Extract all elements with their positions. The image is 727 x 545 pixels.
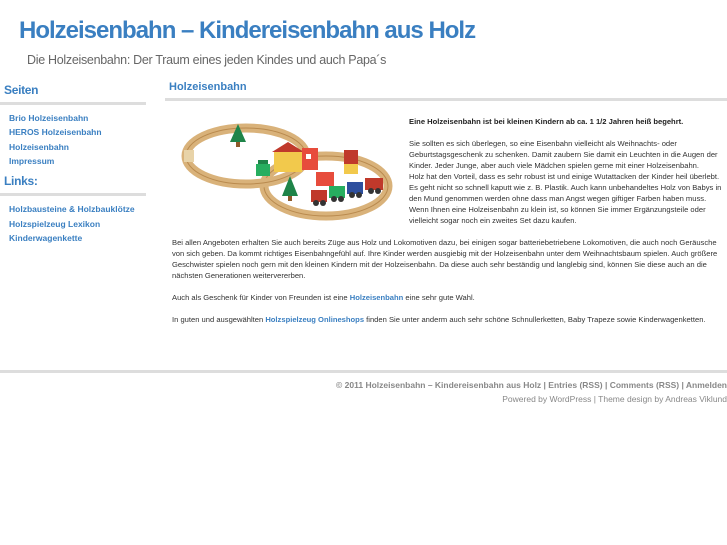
holzspielzeug-onlineshops-link[interactable]: Holzspielzeug Onlineshops — [265, 315, 365, 324]
sidebar-item-brio-holzeisenbahn[interactable]: Brio Holzeisenbahn — [9, 113, 89, 123]
paragraph-1: Sie sollten es sich überlegen, so eine Eisenbahn vielleicht als Weihnachts- oder Geburtstagsgeschenk zu schenken. Damit zaubern Sie damit ein Leuchten in die Augen der Kinder. Jeder Junge, aber auch viele Mädchen spielen gerne mit einer Holzeisenbahn. — [409, 139, 718, 170]
sidebar — [0, 80, 146, 250]
article-body — [172, 116, 727, 336]
footer-credits[interactable]: Powered by WordPress | Theme design by Andreas Viklund — [502, 394, 727, 404]
holzeisenbahn-link[interactable]: Holzeisenbahn — [349, 293, 404, 302]
sidebar-links-heading: Links: — [0, 172, 146, 196]
paragraph-5-text-end: finden Sie unter anderm auch sehr schöne Schnullerketten, Baby Trapeze sowie Kinderwagenketten. — [364, 315, 706, 324]
sidebar-item-impressum[interactable]: Impressum — [9, 155, 55, 166]
sidebar-pages-heading: Seiten — [0, 80, 146, 105]
paragraph-2: Holz hat den Vorteil, dass es sehr robust ist und einige Wutattacken der Kinder heil überlebt. Es geht nicht so schnell kaputt wie z. B. Plastik. Auch kann unbehandeltes Holz von Babys in den Mund genommen werden ohne dass man Angst wegen giftiger Farben haben muss. Wenn Ihnen eine Holzeisenbahn zu klein ist, so können Sie immer Ergänzungsteile oder vielleicht sogar noch ein zweites Set dazu kaufen. — [409, 172, 722, 225]
wooden-train-image — [176, 116, 401, 222]
paragraph-5-text: In guten und ausgewählten — [172, 315, 266, 324]
footer-divider — [0, 370, 727, 373]
sidebar-item-holzeisenbahn[interactable]: Holzeisenbahn — [9, 141, 69, 152]
main-content — [165, 80, 727, 101]
site-description: Die Holzeisenbahn: Der Traum eines jeden Kindes und auch Papa´s — [27, 53, 387, 67]
sidebar-pages-list — [0, 105, 146, 172]
sidebar-link-holzbausteine[interactable]: Holzbausteine & Holzbauklötze — [9, 204, 135, 215]
site-title[interactable]: Holzeisenbahn – Kindereisenbahn aus Holz — [19, 17, 476, 44]
paragraph-4-text-end: eine sehr gute Wahl. — [403, 293, 475, 302]
paragraph-5 — [172, 314, 727, 325]
intro-bold: Eine Holzeisenbahn ist bei kleinen Kindern ab ca. 1 1/2 Jahren heiß begehrt. — [409, 117, 684, 126]
sidebar-item-heros-holzeisenbahn[interactable]: HEROS Holzeisenbahn — [9, 127, 102, 138]
sidebar-links-list — [0, 196, 146, 250]
paragraph-3: Bei allen Angeboten erhalten Sie auch bereits Züge aus Holz und Lokomotiven dazu, bei einigen sogar batteriebetriebene Lokomotiven, die auch noch Geräusche von sich geben. Da kommt richtiges Eisenbahngefühl auf. Ihre Kinder werden ausgiebig mit der Holzeisenbahn unter dem Weihnachtsbaum spielen. Auch größere Geschwister spielen noch gern mit den kleinen Kindern mit der Holzeisenbahn. Da diese auch sehr beständig und langlebig sind, können Sie diese auch an die nächsten Generationen weitervererben. — [172, 238, 718, 280]
sidebar-link-kinderwagenkette[interactable]: Kinderwagenkette — [9, 233, 83, 244]
sidebar-link-holzspielzeug-lexikon[interactable]: Holzspielzeug Lexikon — [9, 218, 101, 229]
footer-links[interactable]: © 2011 Holzeisenbahn – Kindereisenbahn aus Holz | Entries (RSS) | Comments (RSS) | Anmelden — [336, 380, 727, 390]
page-title: Holzeisenbahn — [165, 80, 727, 101]
paragraph-4-text: Auch als Geschenk für Kinder von Freunden ist eine — [172, 293, 350, 302]
paragraph-4 — [172, 292, 727, 303]
